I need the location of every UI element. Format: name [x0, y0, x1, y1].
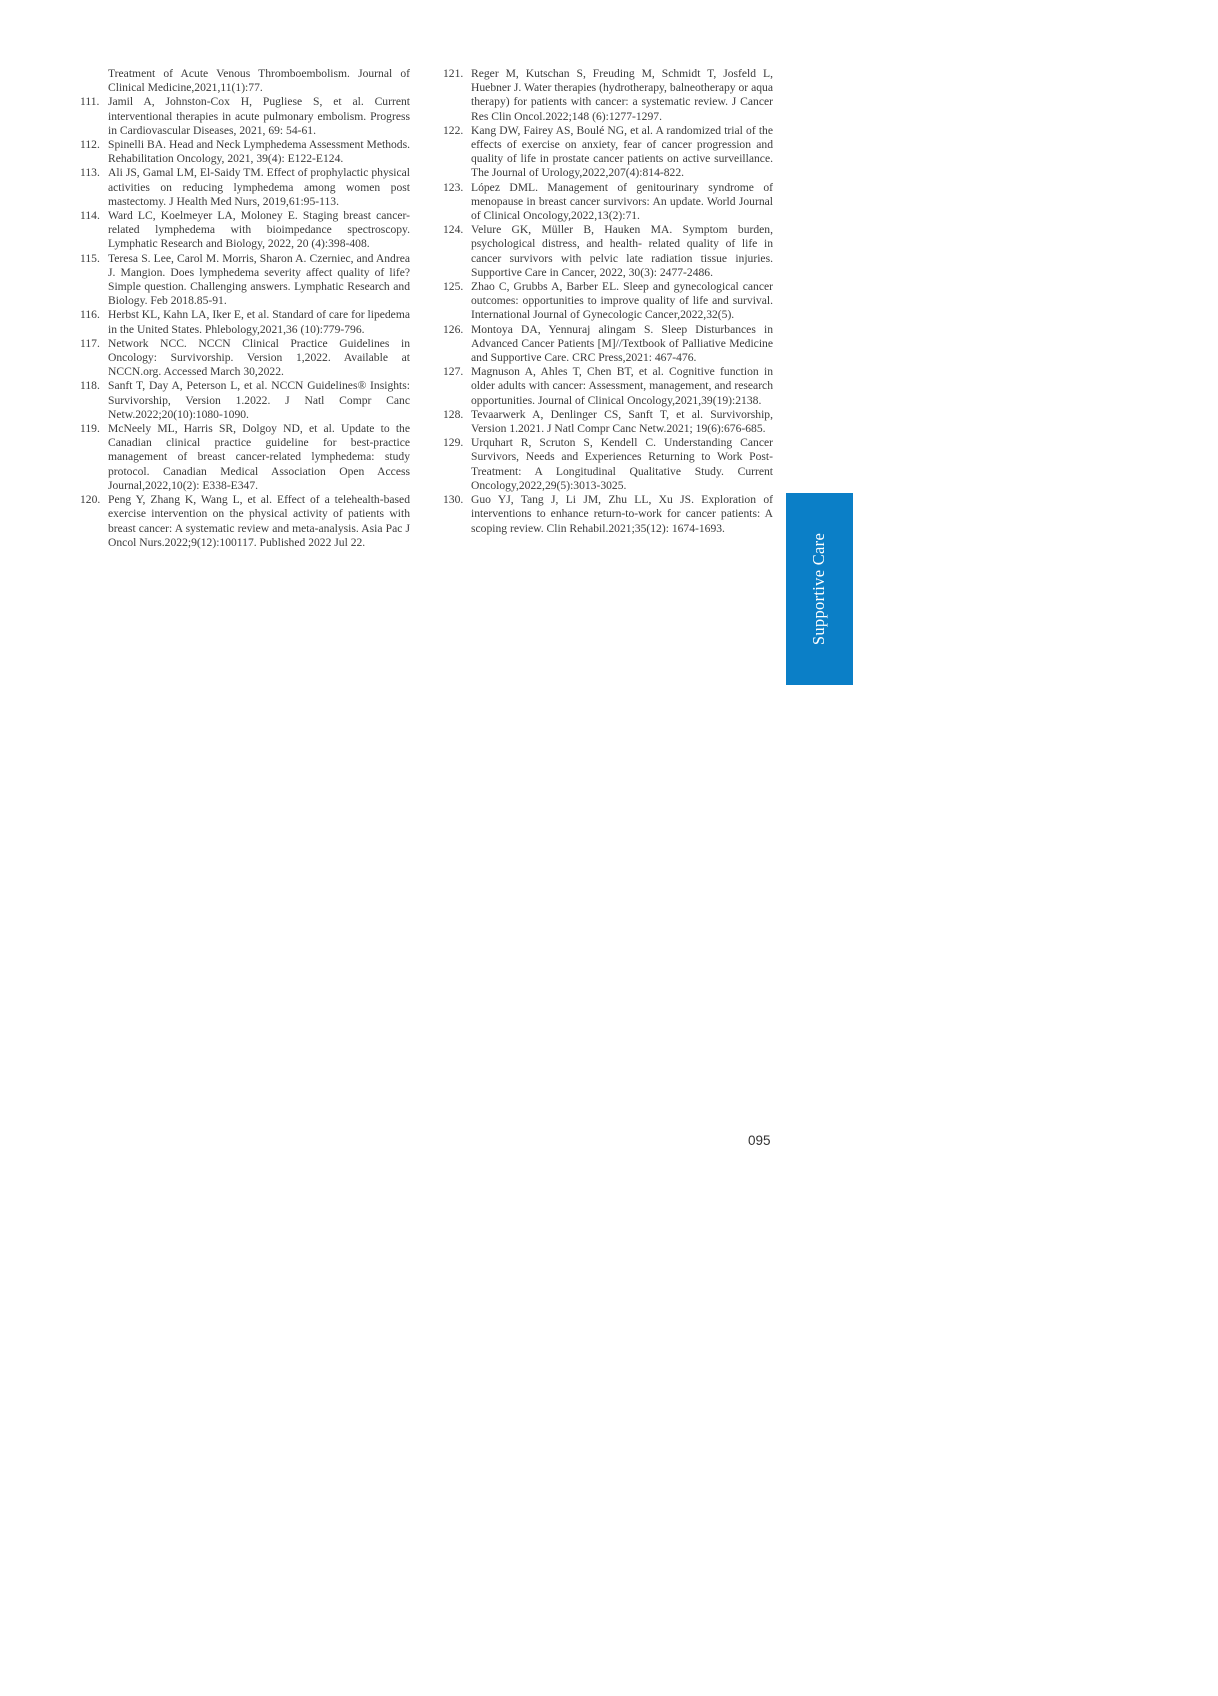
reference-item [443, 493, 773, 536]
reference-number: 124. [443, 223, 464, 237]
reference-text: Sanft T, Day A, Peterson L, et al. NCCN Guidelines® Insights: Survivorship, Version 1.2022. J Natl Compr Canc Netw.2022;20(10):1080-1090. [108, 379, 410, 421]
reference-number: 118. [80, 379, 100, 393]
reference-text: Kang DW, Fairey AS, Boulé NG, et al. A randomized trial of the effects of exercise on anxiety, fear of cancer progression and quality of life in prostate cancer patients on active surveillance. The Journal of Urology,2022,207(4):814-822. [471, 123, 773, 180]
reference-item [443, 365, 773, 408]
reference-item [443, 436, 773, 493]
reference-text: López DML. Management of genitourinary syndrome of menopause in breast cancer survivors: An update. World Journal of Clinical Oncology,2022,13(2):71. [471, 180, 773, 223]
reference-item [80, 252, 410, 309]
reference-item [80, 493, 410, 550]
reference-continuation: Treatment of Acute Venous Thromboembolism. Journal of Clinical Medicine,2021,11(1):77. [108, 67, 410, 95]
reference-number: 119. [80, 422, 100, 436]
reference-item [443, 67, 773, 124]
reference-number: 128. [443, 407, 464, 421]
reference-text: Peng Y, Zhang K, Wang L, et al. Effect of a telehealth-based exercise intervention on the physical activity of patients with breast cancer: A systematic review and meta-analysis. Asia Pac J Oncol Nurs.2022;9(12):100117. Published 2022 Jul 22. [108, 493, 410, 549]
reference-item [80, 308, 410, 336]
reference-text: Ward LC, Koelmeyer LA, Moloney E. Staging breast cancer-related lymphedema with bioimpedance spectroscopy. Lymphatic Research and Biology, 2022, 20 (4):398-408. [108, 209, 410, 251]
references-left-column [80, 67, 410, 550]
reference-number: 112. [80, 138, 100, 152]
reference-text: Montoya DA, Yennuraj alingam S. Sleep Disturbances in Advanced Cancer Patients [M]//Textbook of Palliative Medicine and Supportive Care. CRC Press,2021: 467-476. [471, 322, 773, 365]
reference-number: 122. [443, 123, 464, 137]
section-side-tab [786, 493, 853, 685]
reference-item [443, 181, 773, 224]
reference-text: Velure GK, Müller B, Hauken MA. Symptom burden, psychological distress, and health- related quality of life in cancer survivors with pelvic late radiation tissue injuries. Supportive Care in Cancer, 2022, 30(3): 2477-2486. [471, 223, 773, 279]
reference-number: 120. [80, 493, 101, 507]
reference-number: 111. [80, 95, 100, 109]
reference-text: Jamil A, Johnston-Cox H, Pugliese S, et al. Current interventional therapies in acute pulmonary embolism. Progress in Cardiovascular Diseases, 2021, 69: 54-61. [108, 95, 410, 137]
reference-number: 121. [443, 67, 464, 80]
reference-item [443, 280, 773, 323]
reference-text: Spinelli BA. Head and Neck Lymphedema Assessment Methods. Rehabilitation Oncology, 2021, 39(4): E122-E124. [108, 138, 410, 166]
reference-item [443, 323, 773, 366]
section-side-tab-label: Supportive Care [809, 532, 829, 646]
reference-number: 114. [80, 209, 100, 223]
reference-item [80, 166, 410, 209]
reference-item [80, 337, 410, 380]
reference-item [80, 95, 410, 138]
reference-number: 129. [443, 436, 464, 450]
reference-number: 127. [443, 365, 464, 379]
reference-item [443, 408, 773, 436]
reference-text: Reger M, Kutschan S, Freuding M, Schmidt T, Josfeld L, Huebner J. Water therapies (hydrotherapy, balneotherapy or aqua therapy) for patients with cancer: a systematic review. J Cancer Res Clin Oncol.2022;148 (6):1277-1297. [471, 67, 773, 123]
reference-number: 113. [80, 166, 100, 180]
reference-text: McNeely ML, Harris SR, Dolgoy ND, et al. Update to the Canadian clinical practice guideline for best-practice management of breast cancer-related lymphedema: study protocol. Canadian Medical Association Open Access Journal,2022,10(2): E338-E347. [108, 422, 410, 492]
reference-number: 117. [80, 336, 100, 350]
reference-text: Magnuson A, Ahles T, Chen BT, et al. Cognitive function in older adults with cancer: Assessment, management, and research opportunities. Journal of Clinical Oncology,2021,39(19):2138. [471, 365, 773, 407]
reference-item [80, 209, 410, 252]
reference-number: 130. [443, 493, 464, 507]
reference-number: 125. [443, 280, 464, 294]
reference-text: Tevaarwerk A, Denlinger CS, Sanft T, et al. Survivorship, Version 1.2021. J Natl Compr Canc Netw.2021; 19(6):676-685. [471, 407, 773, 436]
reference-text: Herbst KL, Kahn LA, Iker E, et al. Standard of care for lipedema in the United States. Phlebology,2021,36 (10):779-796. [108, 308, 410, 336]
reference-item [80, 379, 410, 422]
reference-text: Guo YJ, Tang J, Li JM, Zhu LL, Xu JS. Exploration of interventions to enhance return-to-work for cancer patients: A scoping review. Clin Rehabil.2021;35(12): 1674-1693. [471, 493, 773, 535]
reference-item [80, 138, 410, 166]
reference-number: 123. [443, 180, 464, 194]
reference-item [80, 422, 410, 493]
reference-text: Ali JS, Gamal LM, El-Saidy TM. Effect of prophylactic physical activities on reducing lymphedema among women post mastectomy. J Health Med Nurs, 2019,61:95-113. [108, 166, 410, 208]
references-right-column [443, 67, 773, 536]
reference-text: Urquhart R, Scruton S, Kendell C. Understanding Cancer Survivors, Needs and Experiences Returning to Work Post-Treatment: A Longitudinal Qualitative Study. Current Oncology,2022,29(5):3013-3025. [471, 436, 773, 492]
reference-text: Network NCC. NCCN Clinical Practice Guidelines in Oncology: Survivorship. Version 1,2022. Available at NCCN.org. Accessed March 30,2022. [108, 336, 410, 379]
reference-text: Zhao C, Grubbs A, Barber EL. Sleep and gynecological cancer outcomes: opportunities to improve quality of life and survival. International Journal of Gynecologic Cancer,2022,32(5). [471, 280, 773, 322]
reference-number: 126. [443, 322, 464, 336]
reference-text: Teresa S. Lee, Carol M. Morris, Sharon A. Czerniec, and Andrea J. Mangion. Does lymphedema severity affect quality of life? Simple question. Challenging answers. Lymphatic Research and Biology. Feb 2018.85-91. [108, 251, 410, 308]
reference-number: 115. [80, 251, 100, 265]
page-number: 095 [748, 1133, 771, 1148]
reference-number: 116. [80, 308, 100, 322]
reference-item [443, 223, 773, 280]
reference-item [443, 124, 773, 181]
